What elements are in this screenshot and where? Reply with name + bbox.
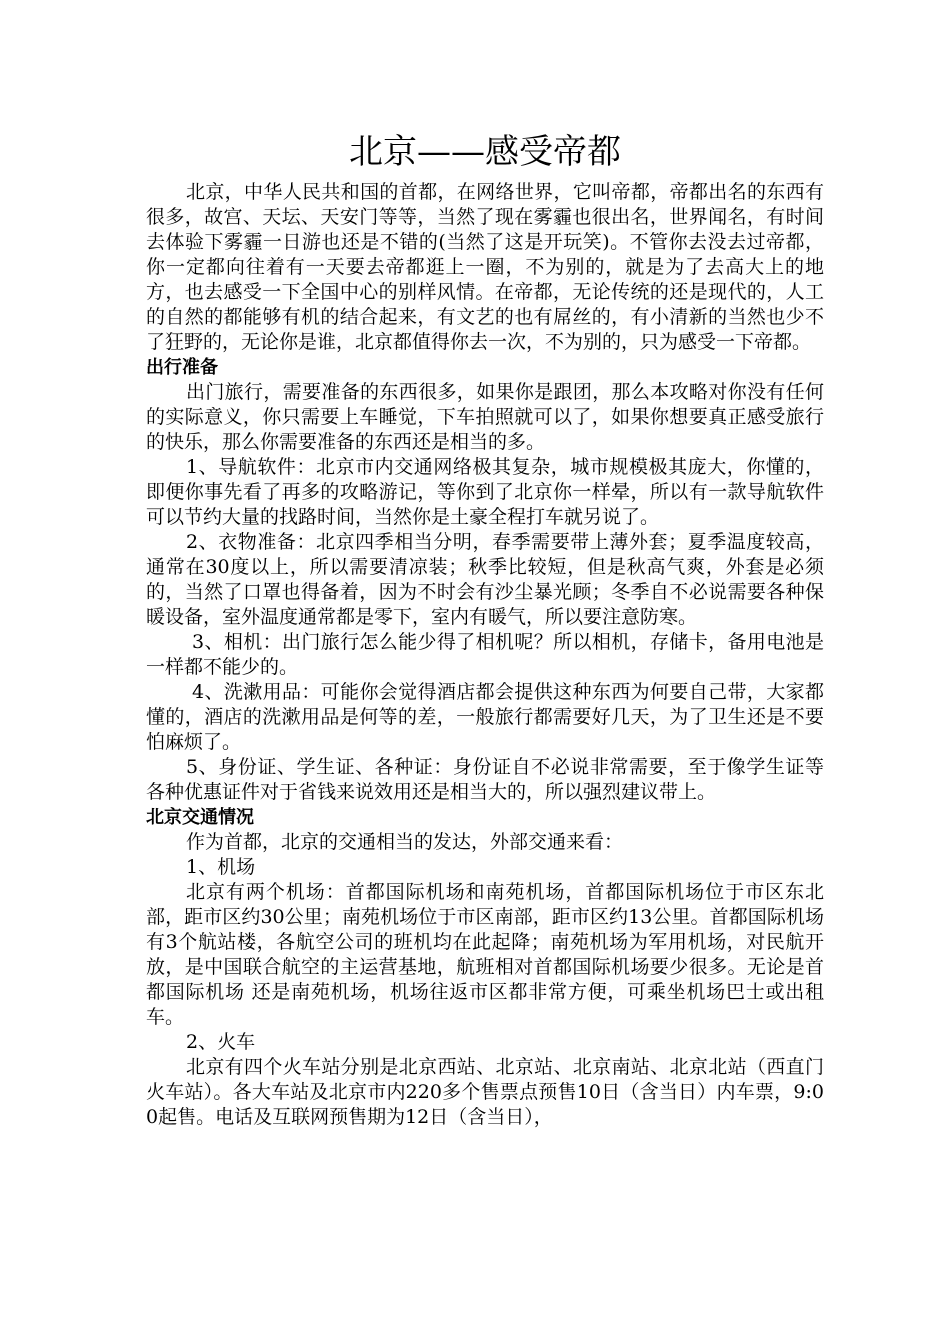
list-item-navigation-app: 1、导航软件：北京市内交通网络极其复杂，城市规模极其庞大，你懂的，即便你事先看了再多的攻略游记，等你到了北京你一样晕，所以有一款导航软件可以节约大量的找路时间，当然你是土豪全程打车就另说了。 — [146, 456, 824, 528]
list-item-id-cards: 5、身份证、学生证、各种证：身份证自不必说非常需要，至于像学生证等各种优惠证件对于省钱来说效用还是相当大的，所以强烈建议带上。 — [146, 756, 824, 803]
airport-paragraph: 北京有两个机场：首都国际机场和南苑机场，首都国际机场位于市区东北部，距市区约30公里；南苑机场位于市区南部，距市区约13公里。首都国际机场有3个航站楼，各航空公司的班机均在此起降；南苑机场为军用机场，对民航开放，是中国联合航空的主运营基地，航班相对首都国际机场要少很多。无论是首都国际机场 还是南苑机场，机场往返市区都非常方便，可乘坐机场巴士或出租车。 — [146, 881, 824, 1028]
train-paragraph: 北京有四个火车站分别是北京西站、北京站、北京南站、北京北站（西直门火车站）。各大车站及北京市内220多个售票点预售10日（含当日）内车票，9:00起售。电话及互联网预售期为12日（含当日）， — [146, 1056, 824, 1128]
airport-label: 1、机场 — [186, 856, 256, 878]
list-item-toiletries: 4、洗漱用品：可能你会觉得酒店都会提供这种东西为何要自己带，大家都懂的，酒店的洗漱用品是何等的差，一般旅行都需要好几天，为了卫生还是不要怕麻烦了。 — [146, 681, 824, 753]
intro-paragraph: 北京，中华人民共和国的首都，在网络世界，它叫帝都，帝都出名的东西有很多，故宫、天坛、天安门等等，当然了现在雾霾也很出名，世界闻名，有时间去体验下雾霾一日游也还是不错的(当然了这是开玩笑)。不管你去没去过帝都，你一定都向往着有一天要去帝都逛上一圈，不为别的，就是为了去高大上的地方，也去感受一下全国中心的别样风情。在帝都，无论传统的还是现代的，人工的自然的都能够有机的结合起来，有文艺的也有屌丝的，有小清新的当然也少不了狂野的，无论你是谁，北京都值得你去一次，不为别的，只为感受一下帝都。 — [146, 181, 824, 353]
transportation-intro: 作为首都，北京的交通相当的发达，外部交通来看： — [186, 831, 624, 853]
document-page — [146, 126, 824, 1130]
section-heading-travel-prep: 出行准备 — [146, 357, 218, 378]
list-item-camera: 3、相机：出门旅行怎么能少得了相机呢？所以相机，存储卡，备用电池是一样都不能少的。 — [146, 631, 824, 678]
train-label: 2、火车 — [186, 1031, 256, 1053]
travel-prep-intro: 出门旅行，需要准备的东西很多，如果你是跟团，那么本攻略对你没有任何的实际意义，你只需要上车睡觉，下车拍照就可以了，如果你想要真正感受旅行的快乐，那么你需要准备的东西还是相当的多。 — [146, 381, 824, 453]
list-item-clothing: 2、衣物准备：北京四季相当分明，春季需要带上薄外套；夏季温度较高，通常在30度以上，所以需要清凉装；秋季比较短，但是秋高气爽，外套是必须的，当然了口罩也得备着，因为不时会有沙尘暴光顾；冬季自不必说需要各种保暖设备，室外温度通常都是零下，室内有暖气，所以要注意防寒。 — [146, 531, 824, 628]
section-heading-transportation: 北京交通情况 — [146, 807, 254, 828]
document-title: 北京——感受帝都 — [349, 132, 621, 172]
